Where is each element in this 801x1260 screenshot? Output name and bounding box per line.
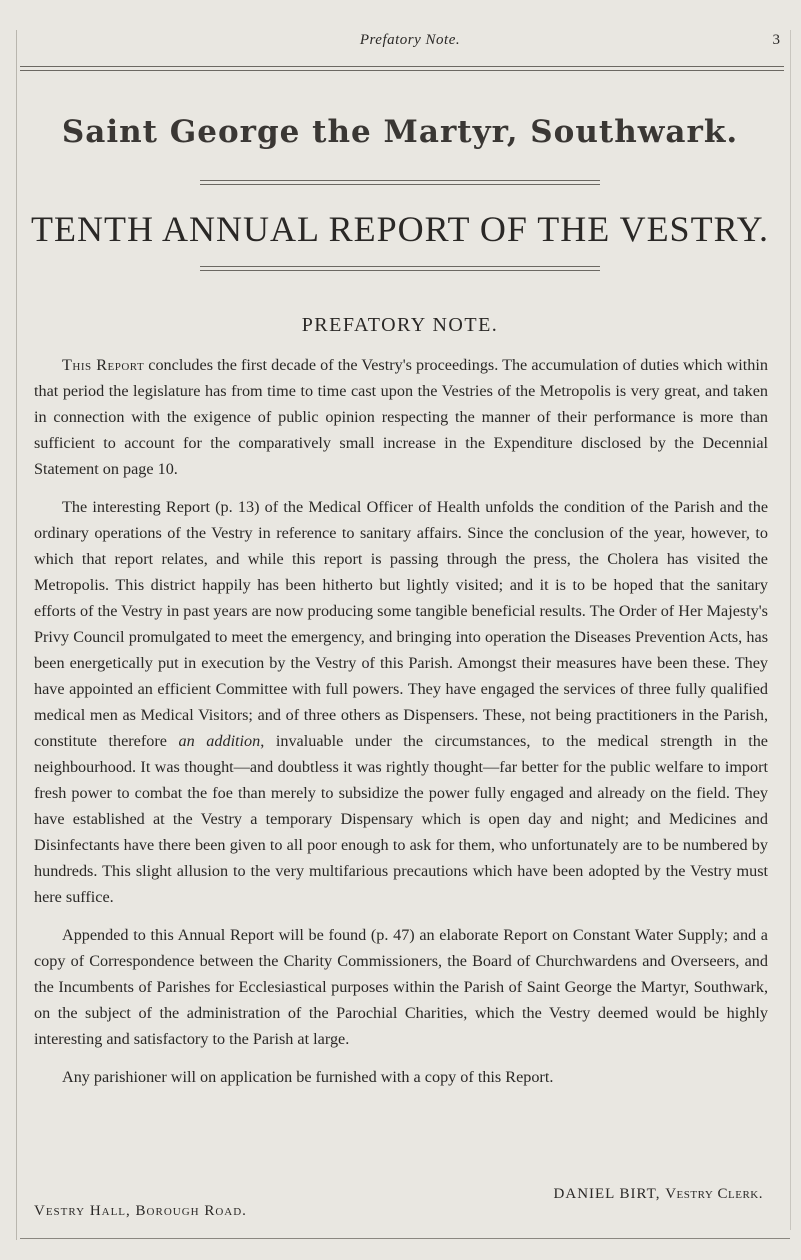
page-number: 3 <box>772 32 780 48</box>
report-title: TENTH ANNUAL REPORT OF THE VESTRY. <box>31 209 769 249</box>
body-text <box>34 352 768 1102</box>
paragraph-1-text: concludes the first decade of the Vestry's proceedings. The accumulation of duties which within that period the legislature has from time to time cast upon the Vestries of the Metropolis is very great, and taken in connection with the exigence of public opinion respecting the manner of their performance is more than sufficient to account for the comparatively small increase in the Expenditure disclosed by the Decennial Statement on page 10. <box>34 356 768 478</box>
paragraph-2-text-b: , invaluable under the circumstances, to the medical strength in the neighbourhood. It was thought—and doubtless it was rightly thought—far better for the public welfare to import fresh power to combat the foe than merely to subsidize the power fully engaged and already on the field. They have established at the Vestry a temporary Dispensary which is open day and night; and Medicines and Disinfectants have there been given to all poor enough to ask for them, who unfortunately are to be numbered by hundreds. This slight allusion to the very multifarious precautions which have been adopted by the Vestry must here suffice. <box>34 732 768 906</box>
parish-name: Saint George the Martyr, Southwark. <box>61 114 739 150</box>
signature <box>554 1186 763 1203</box>
signature-role: Vestry Clerk. <box>665 1186 763 1202</box>
title-rule-upper <box>200 180 600 185</box>
paragraph-2-text-a: The interesting Report (p. 13) of the Medical Officer of Health unfolds the condition of the Parish and the ordinary operations of the Vestry in reference to sanitary affairs. Since the conclusion of the year, however, to which that report relates, and while this report is passing through the press, the Cholera has visited the Metropolis. This district happily has been hitherto but lightly visited; and it is to be hoped that the sanitary efforts of the Vestry in past years are now producing some tangible beneficial results. The Order of Her Majesty's Privy Council promulgated to meet the emergency, and bringing into operation the Diseases Prevention Acts, has been energetically put in execution by the Vestry of this Parish. Amongst their measures have been these. They have appointed an efficient Committee with full powers. They have engaged the services of three fully qualified medical men as Medical Visitors; and of three others as Dispensers. These, not being practitioners in the Parish, constitute therefore <box>34 498 768 750</box>
paragraph-2 <box>34 494 768 910</box>
signature-name: DANIEL BIRT, <box>553 1186 661 1202</box>
section-heading: PREFATORY NOTE. <box>301 314 499 336</box>
paragraph-3: Appended to this Annual Report will be found (p. 47) an elaborate Report on Constant Water Supply; and a copy of Correspondence between the Charity Commissioners, the Board of Churchwardens and Overseers, and the Incumbents of Parishes for Ecclesiastical purposes within the Parish of Saint George the Martyr, Southwark, on the subject of the administration of the Parochial Charities, which the Vestry deemed would be highly interesting and satisfactory to the Parish at large. <box>34 926 768 1048</box>
left-margin-line <box>16 30 17 1240</box>
title-rule-lower <box>200 266 600 271</box>
vestry-address: Vestry Hall, Borough Road. <box>34 1203 247 1219</box>
footer-rule <box>20 1238 790 1239</box>
running-title: Prefatory Note. <box>359 32 461 48</box>
right-margin-line <box>790 30 791 1230</box>
running-head <box>40 30 780 56</box>
paragraph-1 <box>34 352 768 482</box>
paragraph-4: Any parishioner will on application be furnished with a copy of this Report. <box>62 1068 554 1086</box>
paragraph-2-italic: an addition <box>178 732 261 750</box>
paragraph-1-lead: This Report <box>62 356 145 374</box>
header-rule <box>20 66 784 71</box>
